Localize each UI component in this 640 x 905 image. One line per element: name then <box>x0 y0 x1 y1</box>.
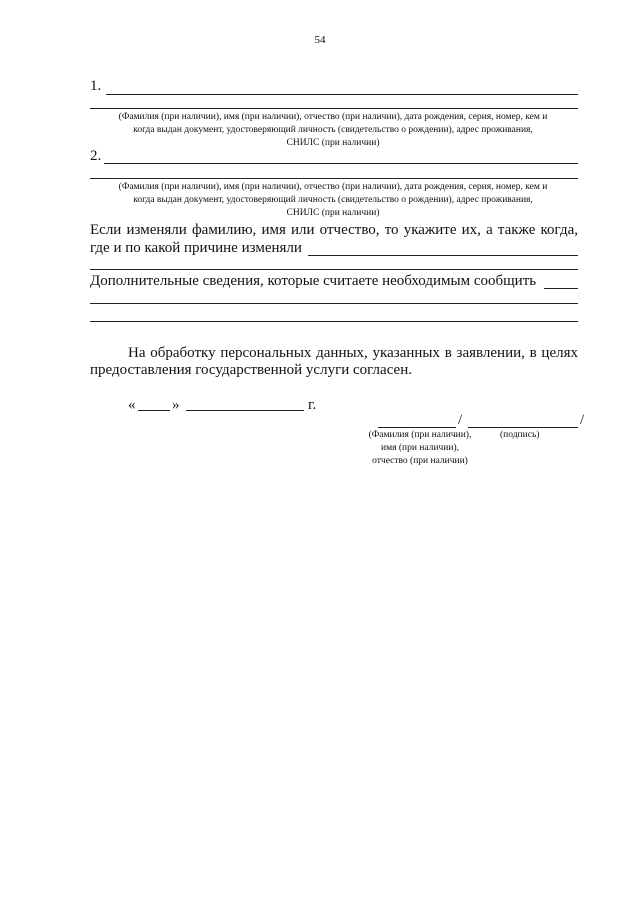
date-day-field[interactable] <box>138 410 170 411</box>
date-close-quote: » <box>172 397 180 413</box>
entry-1-field-line[interactable] <box>106 94 578 95</box>
entry-1-field-line-2[interactable] <box>90 108 578 109</box>
additional-info-line-3[interactable] <box>90 321 578 322</box>
date-month-field[interactable] <box>186 410 304 411</box>
additional-info-line-1[interactable] <box>544 288 578 289</box>
entry-number-1: 1. <box>90 78 102 94</box>
entry-2-field-line[interactable] <box>104 163 578 164</box>
signature-slash-1: / <box>458 412 463 428</box>
signature-name-field[interactable] <box>378 427 456 428</box>
signature-slash-2: / <box>580 412 585 428</box>
entry-2-field-line-2[interactable] <box>90 178 578 179</box>
additional-info-label: Дополнительные сведения, которые считаете необходимым сообщить <box>90 273 537 289</box>
date-open-quote: « <box>128 397 136 413</box>
signature-sign-field[interactable] <box>468 427 578 428</box>
signature-name-caption: (Фамилия (при наличии), имя (при наличии), отчество (при наличии) <box>368 430 472 466</box>
name-change-question-line1: Если изменяли фамилию, имя или отчество, то укажите их, а также когда, <box>90 222 578 238</box>
page-number: 54 <box>314 34 326 46</box>
entry-2-caption: (Фамилия (при наличии), имя (при наличии), отчество (при наличии), дата рождения, серия, номер, кем и когда выдан документ, удостоверяющий личность (свидетельство о рождении), адрес проживания, СНИЛС (при наличии) <box>118 182 548 218</box>
date-year-suffix: г. <box>308 397 317 413</box>
signature-sign-caption: (подпись) <box>500 430 540 440</box>
name-change-answer-line[interactable] <box>308 255 578 256</box>
name-change-question-line2: где и по какой причине изменяли <box>90 240 302 256</box>
consent-line1: На обработку персональных данных, указанных в заявлении, в целях <box>128 345 578 361</box>
additional-info-line-2[interactable] <box>90 303 578 304</box>
name-change-answer-line-2[interactable] <box>90 269 578 270</box>
entry-1-caption: (Фамилия (при наличии), имя (при наличии), отчество (при наличии), дата рождения, серия, номер, кем и когда выдан документ, удостоверяющий личность (свидетельство о рождении), адрес проживания, СНИЛС (при наличии) <box>118 112 548 148</box>
entry-number-2: 2. <box>90 148 102 164</box>
consent-line2: предоставления государственной услуги согласен. <box>90 362 412 378</box>
